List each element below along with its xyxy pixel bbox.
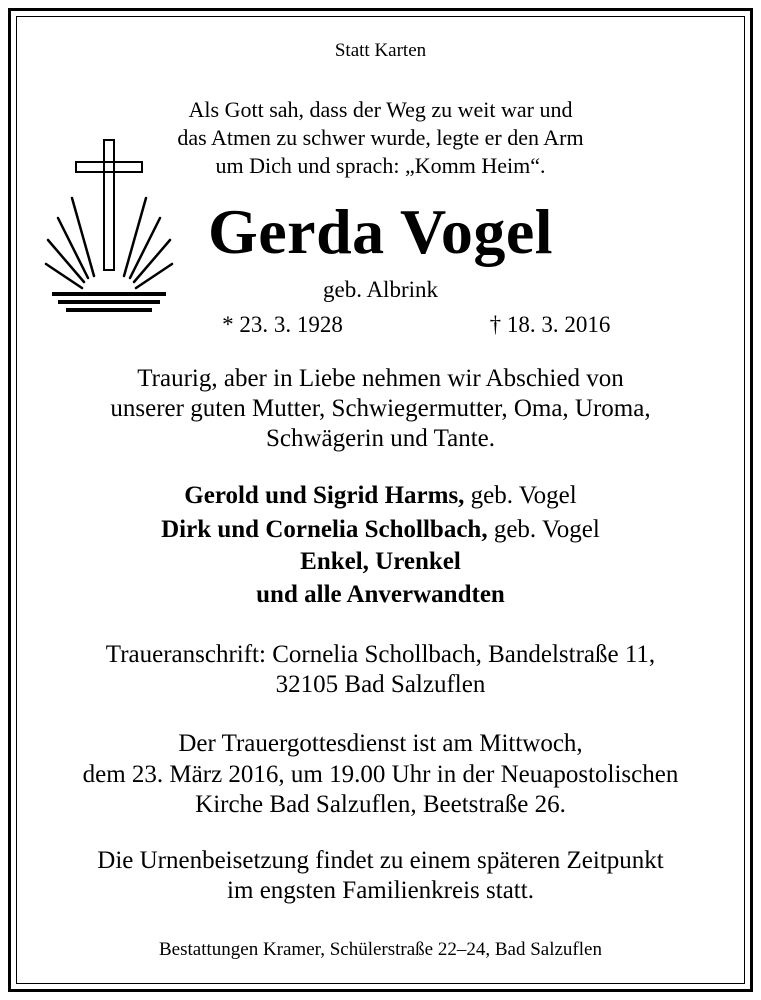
urn-line-2: im engsten Familienkreis statt.: [227, 877, 534, 904]
mourner-row-1: [0, 481, 761, 511]
birth-date: * 23. 3. 1928: [222, 312, 343, 337]
poem-line-3: um Dich und sprach: „Komm Heim“.: [215, 153, 546, 178]
mourner-row-1-maiden: geb. Vogel: [464, 482, 577, 509]
poem-line-1: Als Gott sah, dass der Weg zu weit war und: [188, 97, 573, 122]
service-line-2: dem 23. März 2016, um 19.00 Uhr in der Neuapostolischen: [82, 761, 679, 788]
mourner-row-1-names: Gerold und Sigrid Harms,: [184, 482, 465, 509]
service-line-1: Der Trauergottesdienst ist am Mittwoch,: [178, 730, 583, 757]
mourner-row-4: und alle Anverwandten: [256, 581, 505, 608]
farewell-line-2: unserer guten Mutter, Schwiegermutter, Oma, Uroma,: [110, 395, 651, 422]
urn-line-1: Die Urnenbeisetzung findet zu einem späteren Zeitpunkt: [97, 847, 664, 874]
mourner-row-2-names: Dirk und Cornelia Schollbach,: [161, 516, 488, 543]
mourner-row-2-maiden: geb. Vogel: [487, 516, 600, 543]
maiden-name: geb. Albrink: [323, 277, 438, 302]
death-date: † 18. 3. 2016: [489, 312, 611, 337]
undertaker-footer: Bestattungen Kramer, Schülerstraße 22–24, Bad Salzuflen: [159, 939, 602, 960]
mourner-row-3: Enkel, Urenkel: [300, 548, 461, 575]
service-line-3: Kirche Bad Salzuflen, Beetstraße 26.: [195, 791, 566, 818]
statt-karten: Statt Karten: [334, 40, 427, 61]
address-line-1: Traueranschrift: Cornelia Schollbach, Bandelstraße 11,: [105, 641, 656, 668]
mourner-row-2: [0, 515, 761, 545]
poem-line-2: das Atmen zu schwer wurde, legte er den Arm: [177, 125, 584, 150]
address-line-2: 32105 Bad Salzuflen: [275, 671, 486, 698]
deceased-name: Gerda Vogel: [207, 196, 554, 267]
farewell-line-3: Schwägerin und Tante.: [266, 425, 495, 452]
farewell-line-1: Traurig, aber in Liebe nehmen wir Abschied von: [137, 365, 624, 392]
